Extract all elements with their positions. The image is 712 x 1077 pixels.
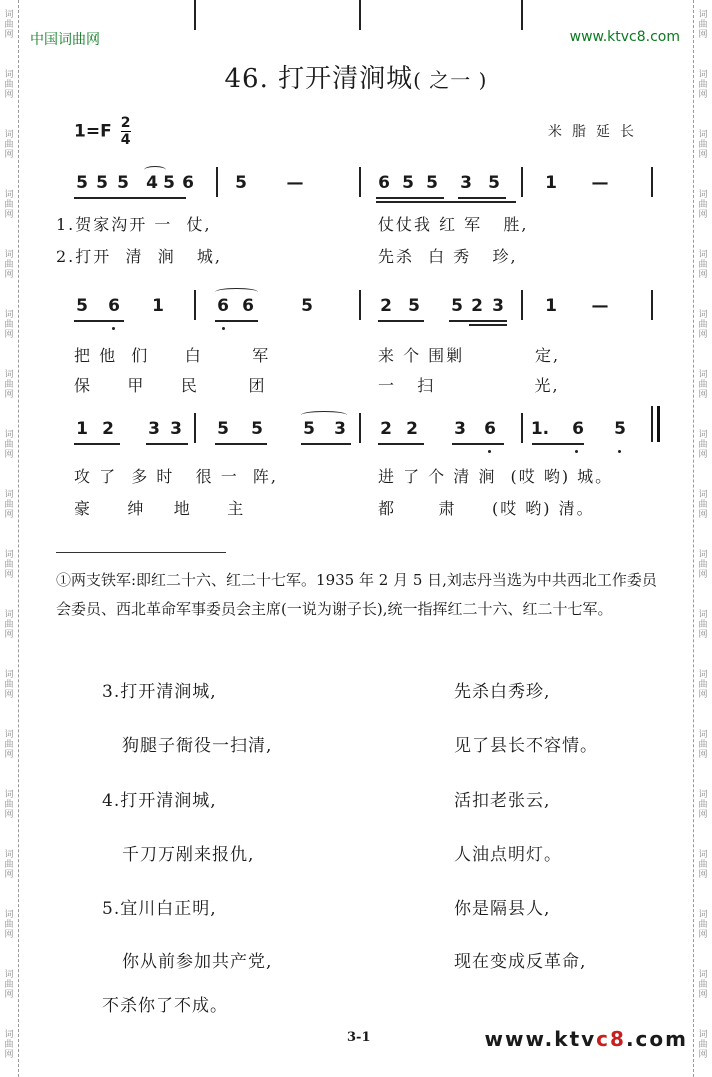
- watermark-text: 词 曲 网: [698, 1030, 708, 1060]
- slur-arc: [215, 288, 258, 296]
- footer-url-part: .com: [625, 1027, 688, 1051]
- lyric-verse2-line3-a: 豪 绅 地 主: [74, 499, 246, 518]
- song-title-sub: ( 之一 ): [413, 68, 488, 92]
- score-note: 5: [402, 173, 414, 193]
- watermark-text: 词 曲 网: [4, 430, 14, 460]
- watermark-text: 词 曲 网: [4, 1030, 14, 1060]
- footer-url[interactable]: [485, 1027, 688, 1051]
- score-note: 5: [251, 419, 263, 439]
- verse-line-left: 不杀你了不成。: [102, 996, 228, 1016]
- verse-line-left: 3.打开清涧城,: [102, 682, 217, 702]
- verse-line-left: 4.打开清涧城,: [102, 791, 217, 811]
- score-note: 6: [572, 419, 584, 439]
- score-note: 5: [303, 419, 315, 439]
- score-note: 5: [301, 296, 313, 316]
- score-note: 3: [492, 296, 504, 316]
- verse-line-right: 活扣老张云,: [454, 791, 551, 811]
- score-note: 5: [96, 173, 108, 193]
- barline: [651, 290, 653, 320]
- watermark-text: 词 曲 网: [698, 670, 708, 700]
- final-thin-barline: [651, 406, 653, 442]
- lyric-verse1-line3-a: 攻 了 多 时 很 一 阵,: [74, 467, 278, 486]
- beam-underline: [74, 443, 120, 445]
- beam-underline: [74, 197, 186, 199]
- watermark-text: 词 曲 网: [698, 250, 708, 280]
- barline: [216, 167, 218, 197]
- watermark-text: 词 曲 网: [698, 730, 708, 760]
- lyric-verse1-line3-b: 进 了 个 清 涧 (哎 哟) 城。: [378, 467, 614, 486]
- site-name[interactable]: 中国词曲网: [30, 32, 100, 48]
- lyric-verse1-line2-a: 把 他 们 白 军: [74, 346, 271, 365]
- composer-origin: 米脂延长: [548, 124, 644, 140]
- score-note: 1: [545, 296, 557, 316]
- score-note: 2: [471, 296, 483, 316]
- beam-underline: [376, 201, 516, 203]
- final-thick-barline: [657, 406, 660, 442]
- watermark-text: 词 曲 网: [698, 970, 708, 1000]
- lyric-verse1-line1-b: 仗仗我 红 军 胜,: [378, 215, 529, 234]
- lyric-verse2-line1-b: 先杀 白 秀 珍,: [378, 247, 518, 266]
- footnote-rule: [56, 552, 226, 553]
- time-signature: [121, 116, 131, 147]
- score-note: 5: [451, 296, 463, 316]
- page-number: 3-1: [347, 1030, 371, 1045]
- footer-url-text: [485, 1027, 688, 1051]
- watermark-text: 词 曲 网: [698, 10, 708, 40]
- verse-line-left: 狗腿子衙役一扫清,: [122, 736, 273, 756]
- slur-arc: [144, 166, 166, 174]
- score-note: 3: [454, 419, 466, 439]
- verse-line-right: 你是隔县人,: [454, 899, 551, 919]
- score-note: 3: [460, 173, 472, 193]
- score-note: 5: [426, 173, 438, 193]
- watermark-text: 词 曲 网: [4, 730, 14, 760]
- time-denominator: 4: [120, 132, 131, 148]
- beam-underline: [376, 197, 444, 199]
- score-note: 1: [76, 419, 88, 439]
- lyric-verse2-line3-b: 都 肃 (哎 哟) 清。: [378, 499, 595, 518]
- verse-line-left: 5.宜川白正明,: [102, 899, 217, 919]
- score-note: 3: [170, 419, 182, 439]
- watermark-text: 词 曲 网: [4, 850, 14, 880]
- site-url[interactable]: www.ktvc8.com: [569, 29, 680, 45]
- beam-underline: [74, 320, 124, 322]
- score-note: 1: [152, 296, 164, 316]
- score-note: 2: [380, 296, 392, 316]
- verse-line-left: 你从前参加共产党,: [122, 952, 273, 972]
- footnote: ①两支铁军:即红二十六、红二十七军。1935 年 2 月 5 日,刘志丹当选为中共西北工作委员会委员、西北革命军事委员会主席(一说为谢子长),统一指挥红二十六、红二十七军。: [56, 571, 657, 618]
- watermark-text: 词 曲 网: [698, 310, 708, 340]
- verse-line-left: 千刀万剐来报仇,: [122, 845, 255, 865]
- song-title: [0, 58, 712, 95]
- score-note: 3: [148, 419, 160, 439]
- score-note: 2: [380, 419, 392, 439]
- score-note: 2: [406, 419, 418, 439]
- watermark-text: 词 曲 网: [698, 910, 708, 940]
- octave-dot: [112, 327, 115, 330]
- verse-line-right: 先杀白秀珍,: [454, 682, 551, 702]
- score-note: 1.: [530, 419, 550, 439]
- watermark-text: 词 曲 网: [698, 70, 708, 100]
- score-note: 6: [378, 173, 390, 193]
- score-note: 2: [102, 419, 114, 439]
- watermark-text: 词 曲 网: [698, 130, 708, 160]
- beam-underline: [452, 443, 504, 445]
- beam-underline: [458, 197, 506, 199]
- watermark-text: 词 曲 网: [4, 610, 14, 640]
- score-note: 5: [408, 296, 420, 316]
- time-numerator: 2: [120, 115, 131, 131]
- octave-dot: [575, 450, 578, 453]
- beam-underline: [378, 320, 424, 322]
- lyric-verse1-line1-a: 1.贺家沟开 一 仗,: [56, 215, 212, 234]
- barline: [651, 167, 653, 197]
- watermark-text: 词 曲 网: [4, 910, 14, 940]
- barline: [359, 167, 361, 197]
- score-note: —: [591, 296, 609, 316]
- barline: [359, 0, 361, 30]
- footer-url-highlight: c8: [596, 1027, 626, 1051]
- key-label: 1=F: [74, 121, 112, 142]
- octave-dot: [222, 327, 225, 330]
- barline: [359, 290, 361, 320]
- octave-dot: [618, 450, 621, 453]
- verse-line-right: 见了县长不容情。: [454, 736, 598, 756]
- watermark-text: 词 曲 网: [4, 10, 14, 40]
- watermark-text: 词 曲 网: [4, 550, 14, 580]
- watermark-text: 词 曲 网: [4, 790, 14, 820]
- score-note: 5: [117, 173, 129, 193]
- lyric-verse2-line2-a: 保 甲 民 团: [74, 376, 267, 395]
- score-note: 6: [182, 173, 194, 193]
- beam-underline: [532, 443, 584, 445]
- barline: [521, 0, 523, 30]
- beam-underline: [215, 320, 258, 322]
- score-note: 3: [334, 419, 346, 439]
- octave-dot: [488, 450, 491, 453]
- watermark-text: 词 曲 网: [698, 190, 708, 220]
- score-note: —: [286, 173, 304, 193]
- beam-underline: [301, 443, 351, 445]
- score-note: 5: [614, 419, 626, 439]
- footer-url-part: www.ktv: [484, 1027, 597, 1051]
- barline: [521, 290, 523, 320]
- score-note: 5: [217, 419, 229, 439]
- beam-underline: [469, 324, 507, 326]
- key-signature: [74, 116, 131, 147]
- watermark-text: 词 曲 网: [698, 370, 708, 400]
- verse-line-right: 现在变成反革命,: [454, 952, 587, 972]
- score-note: 5: [235, 173, 247, 193]
- watermark-text: 词 曲 网: [4, 310, 14, 340]
- watermark-text: 词 曲 网: [698, 610, 708, 640]
- song-title-main: 46. 打开清涧城: [224, 64, 414, 94]
- beam-underline: [146, 443, 188, 445]
- lyric-verse2-line2-b: 一 扫 光,: [378, 376, 560, 395]
- verse-line-right: 人油点明灯。: [454, 845, 562, 865]
- slur-arc: [301, 411, 347, 419]
- barline: [194, 290, 196, 320]
- barline: [521, 167, 523, 197]
- watermark-text: 词 曲 网: [4, 250, 14, 280]
- watermark-text: 词 曲 网: [4, 970, 14, 1000]
- watermark-text: 词 曲 网: [4, 370, 14, 400]
- watermark-text: 词 曲 网: [698, 430, 708, 460]
- score-note: 1: [545, 173, 557, 193]
- score-note: 6: [484, 419, 496, 439]
- score-note: 5: [76, 173, 88, 193]
- score-note: 5: [163, 173, 175, 193]
- score-note: 5: [76, 296, 88, 316]
- score-note: 4: [146, 173, 158, 193]
- score-note: 6: [217, 296, 229, 316]
- barline: [521, 413, 523, 443]
- lyric-verse1-line2-b: 来 个 围剿 定,: [378, 346, 561, 365]
- score-note: 6: [242, 296, 254, 316]
- watermark-text: 词 曲 网: [4, 70, 14, 100]
- watermark-text: 词 曲 网: [698, 850, 708, 880]
- watermark-text: 词 曲 网: [698, 790, 708, 820]
- watermark-text: 词 曲 网: [4, 670, 14, 700]
- watermark-text: 词 曲 网: [698, 550, 708, 580]
- watermark-text: 词 曲 网: [4, 190, 14, 220]
- score-note: 5: [488, 173, 500, 193]
- barline: [359, 413, 361, 443]
- barline: [194, 0, 196, 30]
- lyric-verse2-line1-a: 2.打开 清 涧 城,: [56, 247, 222, 266]
- barline: [194, 413, 196, 443]
- watermark-text: 词 曲 网: [4, 490, 14, 520]
- beam-underline: [378, 443, 424, 445]
- score-note: —: [591, 173, 609, 193]
- watermark-text: 词 曲 网: [698, 490, 708, 520]
- watermark-text: 词 曲 网: [4, 130, 14, 160]
- beam-underline: [449, 320, 507, 322]
- beam-underline: [215, 443, 267, 445]
- score-note: 6: [108, 296, 120, 316]
